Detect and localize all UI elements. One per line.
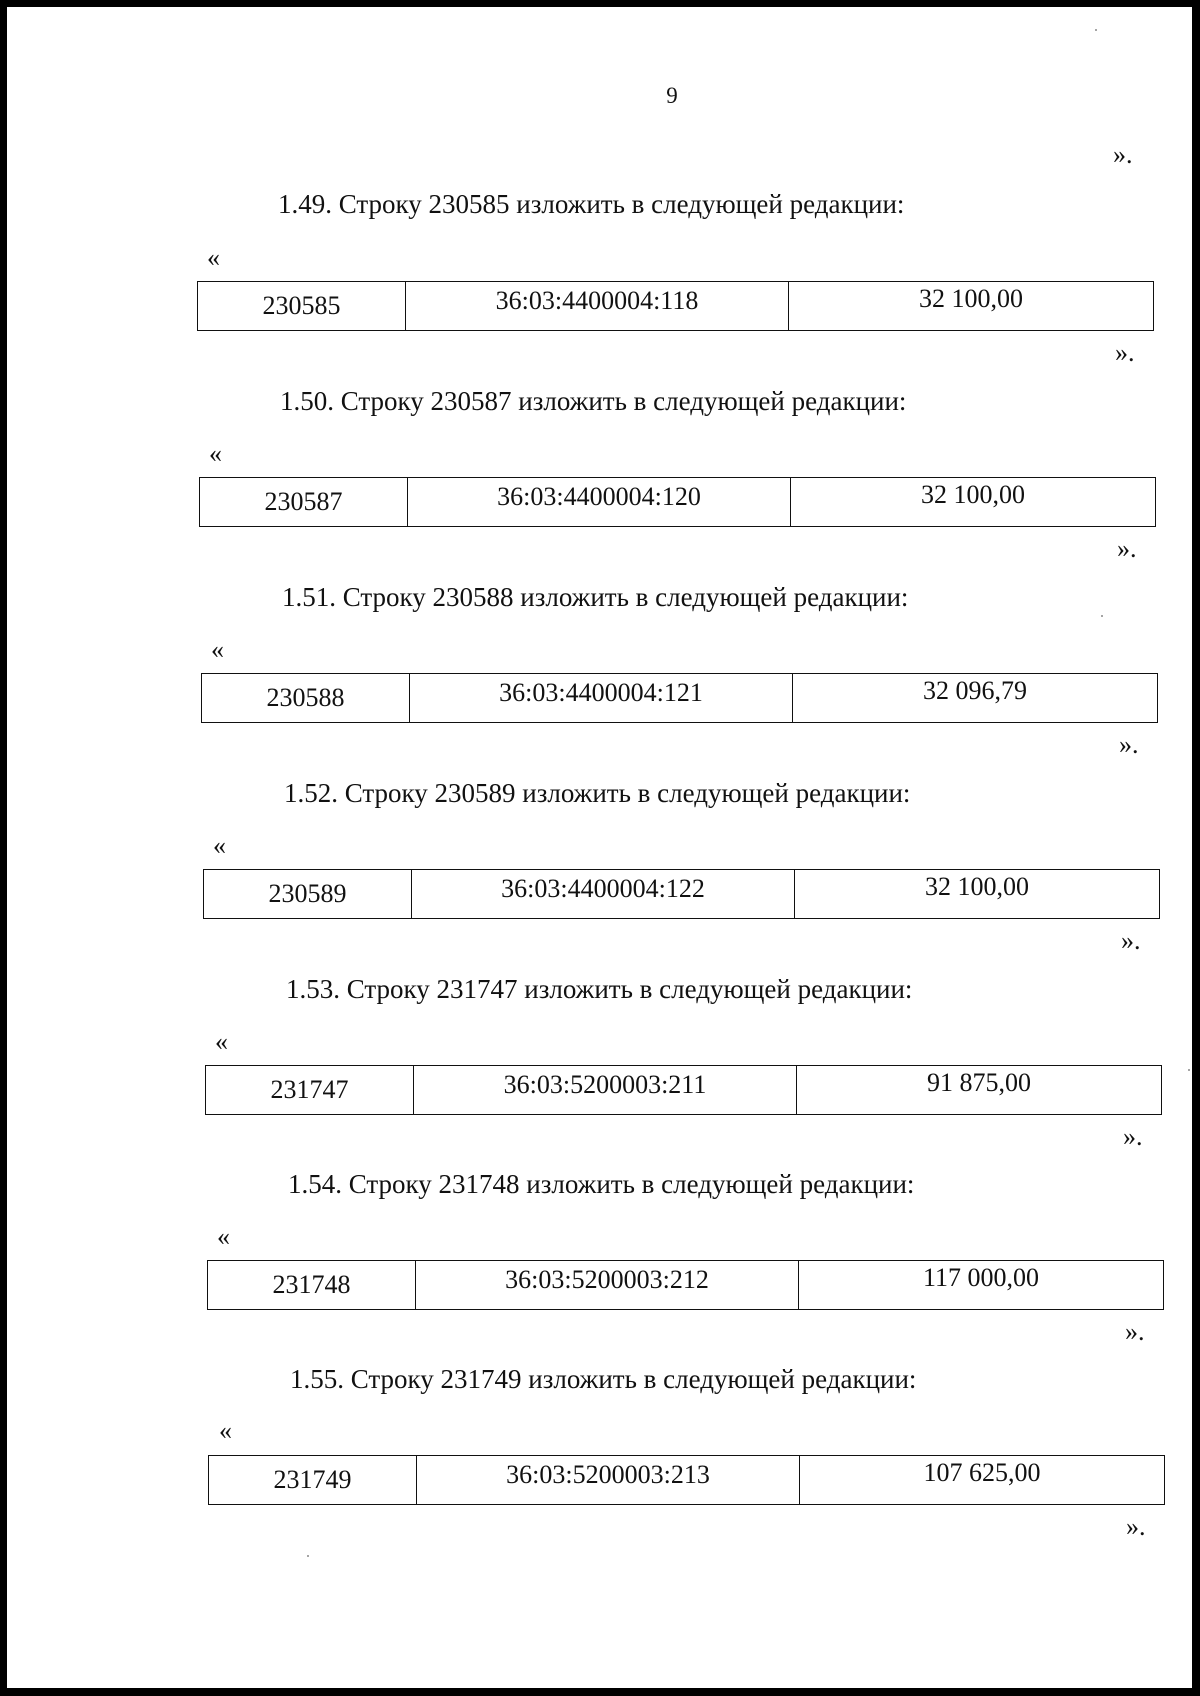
page-number: 9: [666, 83, 678, 108]
amount-cell: 91 875,00: [927, 1068, 1031, 1097]
row-number-cell: 230587: [200, 478, 408, 526]
open-quote: «: [209, 439, 222, 468]
table-row: [197, 281, 1154, 331]
scan-speck: [307, 1555, 309, 1557]
close-quote: ».: [1113, 140, 1133, 169]
close-quote: ».: [1117, 534, 1137, 563]
section-heading: 1.54. Строку 231748 изложить в следующей редакции:: [288, 1169, 915, 1199]
row-number-cell: 230585: [198, 282, 406, 330]
close-quote: ».: [1119, 730, 1139, 759]
cadastral-number-cell: 36:03:5200003:212: [416, 1261, 799, 1309]
section-heading: 1.52. Строку 230589 изложить в следующей редакции:: [284, 778, 911, 808]
row-number-cell: 231748: [208, 1261, 416, 1309]
close-quote: ».: [1123, 1122, 1143, 1151]
amount-cell: 32 100,00: [919, 284, 1023, 313]
cadastral-number-cell: 36:03:4400004:120: [408, 478, 791, 526]
cadastral-number-cell: 36:03:5200003:211: [414, 1066, 797, 1114]
open-quote: «: [211, 635, 224, 664]
row-number-cell: 231747: [206, 1066, 414, 1114]
open-quote: «: [219, 1416, 232, 1445]
cadastral-number-cell: 36:03:4400004:118: [406, 282, 789, 330]
table-row: [205, 1065, 1162, 1115]
cadastral-number-cell: 36:03:4400004:122: [412, 870, 795, 918]
table-row: [207, 1260, 1164, 1310]
section-heading: 1.49. Строку 230585 изложить в следующей редакции:: [278, 189, 905, 219]
row-number-cell: 231749: [209, 1456, 417, 1504]
table-row: [203, 869, 1160, 919]
section-heading: 1.50. Строку 230587 изложить в следующей редакции:: [280, 386, 907, 416]
open-quote: «: [213, 831, 226, 860]
open-quote: «: [215, 1027, 228, 1056]
open-quote: «: [207, 243, 220, 272]
section-heading: 1.55. Строку 231749 изложить в следующей редакции:: [290, 1364, 917, 1394]
amount-cell: 117 000,00: [922, 1263, 1040, 1292]
scan-speck: [1101, 615, 1103, 617]
scan-speck: [1188, 1069, 1190, 1071]
amount-cell: 32 100,00: [925, 872, 1029, 901]
amount-cell: 107 625,00: [923, 1458, 1041, 1487]
table-row: [208, 1455, 1165, 1505]
amount-cell: 32 096,79: [923, 676, 1027, 705]
section-heading: 1.53. Строку 231747 изложить в следующей редакции:: [286, 974, 913, 1004]
table-row: [201, 673, 1158, 723]
scan-speck: [1095, 29, 1097, 31]
close-quote: ».: [1126, 1512, 1146, 1541]
cadastral-number-cell: 36:03:5200003:213: [417, 1456, 800, 1504]
close-quote: ».: [1121, 926, 1141, 955]
table-row: [199, 477, 1156, 527]
amount-cell: 32 100,00: [921, 480, 1025, 509]
row-number-cell: 230588: [202, 674, 410, 722]
cadastral-number-cell: 36:03:4400004:121: [410, 674, 793, 722]
section-heading: 1.51. Строку 230588 изложить в следующей редакции:: [282, 582, 909, 612]
row-number-cell: 230589: [204, 870, 412, 918]
close-quote: ».: [1125, 1317, 1145, 1346]
close-quote: ».: [1115, 338, 1135, 367]
open-quote: «: [217, 1222, 230, 1251]
